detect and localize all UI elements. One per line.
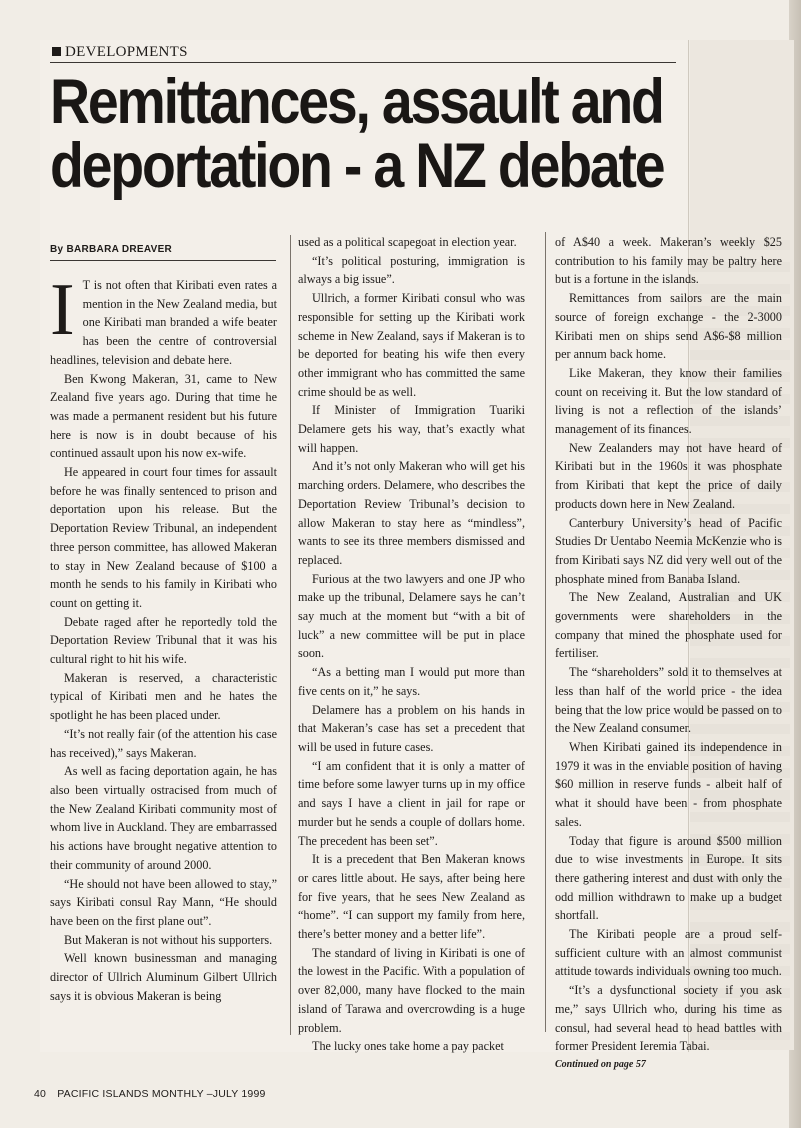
paragraph: “As a betting man I would put more than five cents on it,” he says. [298,665,525,698]
paragraph: The New Zealand, Australian and UK governments were shareholders in the company that mined the phosphate used for fertiliser. [555,590,782,661]
paragraph: Makeran is reserved, a characteristic typical of Kiribati men and he hates the spotlight he has been placed under. [50,670,277,723]
headline-line-1: Remittances, assault and [50,67,663,137]
paragraph: The lucky ones take home a pay packet [312,1039,504,1054]
paragraph: “It’s not really fair (of the attention his case has received),” says Makeran. [50,726,277,760]
paragraph: When Kiribati gained its independence in 1979 it was in the enviable position of having $60 million in reserve funds - albeit half of what it should have been - from phosphate sales. [555,739,782,829]
paragraph: The Kiribati people are a proud self-sufficient culture with an almost communist attitude towards individuals owning too much. [555,927,782,979]
paragraph: He appeared in court four times for assault before he was finally sentenced to prison and deportation upon his release. But the Deportation Review Tribunal, an independent three person committee, has allowed Makeran to stay in New Zealand because of $100 a month he sends to his family in Kiribati who count on getting it. [50,465,277,610]
paragraph: “I am confident that it is only a matter of time before some lawyer turns up in my office and says I have a client in jail for rape or murder but he sends a couple of dollars home. The precedent has been set”. [298,758,525,848]
publication-line: PACIFIC ISLANDS MONTHLY –JULY 1999 [57,1088,266,1100]
paragraph: T is not often that Kiribati even rates a mention in the New Zealand media, but one Kiribati man branded a wife beater has been the centre of controversial headlines, television and debate here. [50,278,277,367]
article-column-3 [555,233,782,1075]
paragraph: Debate raged after he reportedly told the Deportation Review Tribunal that it was his cultural right to hit his wife. [50,614,277,667]
article-column-2 [298,233,525,1056]
drop-cap: I [50,269,75,351]
paragraph: Like Makeran, they know their families count on receiving it. But the low standard of living is not a reflection of the islands’ management of its finances. [555,365,782,437]
paragraph: If Minister of Immigration Tuariki Delamere gets his way, that’s exactly what will happen. [298,403,525,455]
paragraph: Canterbury University’s head of Pacific Studies Dr Uentabo Neemia McKenzie who is from Kiribati says NZ did very well out of the phosphate mined from Banaba Island. [555,515,782,586]
byline-rule [50,260,276,261]
paragraph: But Makeran is not without his supporters. [64,932,273,947]
article-column-1 [50,269,277,1005]
paragraph: “He should not have been allowed to stay,” says Kiribati consul Ray Mann, “He should have been on the first plane out”. [50,876,277,928]
paragraph: “It’s a dysfunctional society if you ask me,” says Ullrich who, during his time as consul, had several head to head battles with former President Ieremia Tabai. [555,983,782,1054]
continued-note: Continued on page 57 [555,1058,646,1070]
page-number: 40 [34,1088,47,1100]
paragraph: The “shareholders” sold it to themselves at less than half of the world price - the idea being that the low price would be passed on to the New Zealand consumer. [555,665,782,736]
paragraph: used as a political scapegoat in election year. [298,235,517,249]
paragraph: As well as facing deportation again, he has also been virtually ostracised from much of the New Zealand Kiribati community most of whom live in Auckland. They are embarrassed his actions have brought negative attention to their community of around 2000. [50,764,277,872]
paragraph: The standard of living in Kiribati is one of the lowest in the Pacific. With a population of over 82,000, many have flocked to the main island of Tarawa and overcrowding is a huge problem. [298,945,525,1035]
section-text: DEVELOPMENTS [65,44,188,60]
paragraph: Today that figure is around $500 million due to wise investments in Europe. It sits there gathering interest and dust with only the odd million withdrawn to make up a budget shortfall. [555,833,782,923]
paragraph: It is a precedent that Ben Makeran knows or cares little about. He says, after being here for five years, that he sees New Zealand as “home”. “I can support my family from here, there’s better money and a better life”. [298,852,525,942]
page-footer [34,1088,266,1100]
paragraph: Delamere has a problem on his hands in that Makeran’s case has set a precedent that will be used in future cases. [298,702,525,754]
paragraph: “It’s political posturing, immigration is always a big issue”. [298,253,525,287]
section-rule [50,62,676,63]
paragraph: Ben Kwong Makeran, 31, came to New Zealand five years ago. During that time he was made a permanent resident but his future here is now is in doubt because of his continued assault upon his now ex-wife. [50,371,277,461]
paragraph: New Zealanders may not have heard of Kiribati but in the 1960s it was phosphate from Kiribati that kept the price of daily products down here in New Zealand. [555,440,782,511]
paragraph: of A$40 a week. Makeran’s weekly $25 contribution to his family may be paltry here but is a fortune in the islands. [555,235,782,287]
column-divider-2 [545,232,546,1032]
paragraph: And it’s not only Makeran who will get his marching orders. Delamere, who describes the Deportation Review Tribunal’s decision to allow Makeran to stay here as “mindless”, wants to see its three members dismissed and replaced. [298,459,525,567]
column-divider-1 [290,235,291,1035]
byline: By BARBARA DREAVER [50,244,173,255]
paragraph: Remittances from sailors are the main source of foreign exchange - the 2-3000 Kiribati men on ships send A$6-$8 million per annum back home. [555,291,782,362]
section-label [52,44,188,61]
paragraph: Furious at the two lawyers and one JP who make up the tribunal, Delamere says he can’t say much at the moment but “with a bit of luck” a new committee will be put in place soon. [298,571,525,661]
headline [50,67,664,201]
headline-line-2: deportation - a NZ debate [50,131,664,201]
square-bullet-icon [52,47,61,56]
paragraph: Well known businessman and managing director of Ullrich Aluminum Gilbert Ullrich says it is obvious Makeran is being [50,951,277,1003]
paragraph: Ullrich, a former Kiribati consul who was responsible for setting up the Kiribati work scheme in New Zealand, says if Makeran is to be deported for beating his wife then every other immigrant who has committed the same crime should be as well. [298,291,525,399]
